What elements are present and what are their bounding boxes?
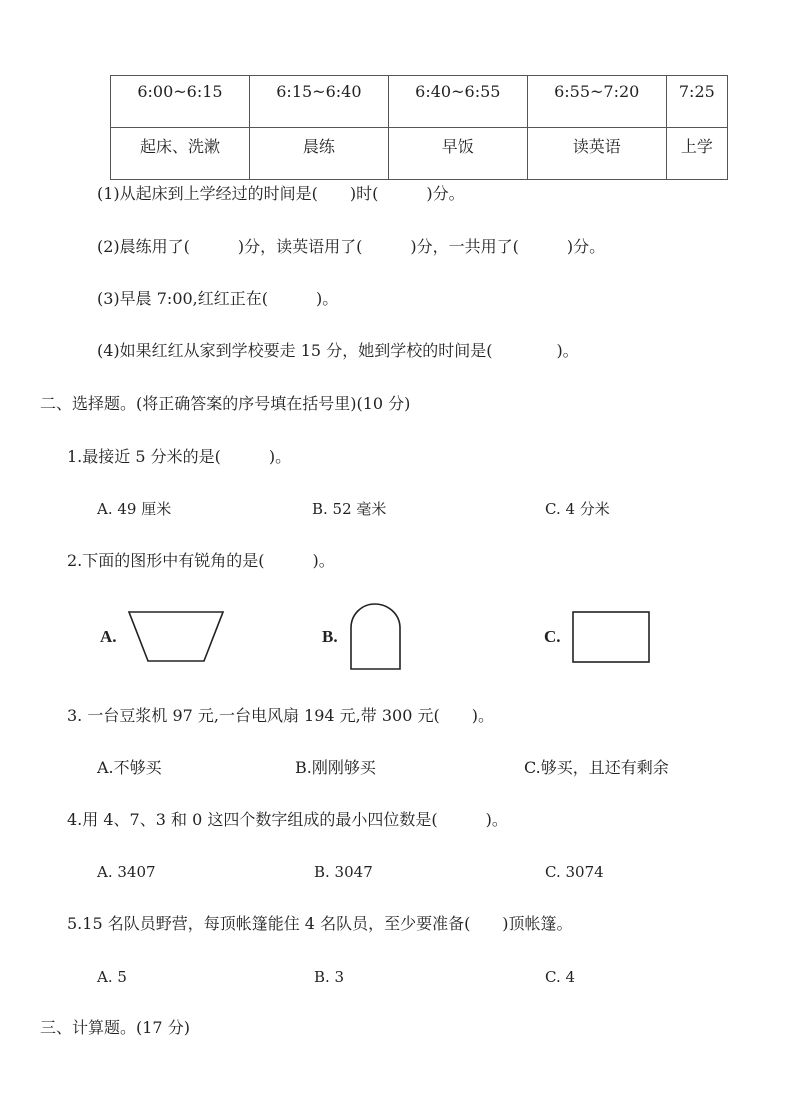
schedule-time-cell: 6:55~7:20 bbox=[527, 76, 666, 128]
schedule-time-row bbox=[111, 76, 728, 128]
choice-option-c: C.够买，且还有剩余 bbox=[524, 758, 669, 777]
choice-option-a: A. 5 bbox=[97, 968, 127, 986]
shape-label-b: B. bbox=[322, 627, 338, 646]
schedule-activity-cell: 早饭 bbox=[388, 128, 527, 180]
trapezoid-shape bbox=[125, 608, 229, 666]
schedule-activity-cell: 上学 bbox=[666, 128, 727, 180]
question-1-2: (2)晨练用了( )分，读英语用了( )分，一共用了( )分。 bbox=[97, 237, 606, 256]
choice-question-3: 3. 一台豆浆机 97 元,一台电风扇 194 元,带 300 元( )。 bbox=[67, 706, 494, 725]
schedule-time-cell: 6:15~6:40 bbox=[249, 76, 388, 128]
schedule-time-cell: 7:25 bbox=[666, 76, 727, 128]
choice-option-b: B. 3047 bbox=[314, 863, 373, 881]
section-2-title: 二、选择题。(将正确答案的序号填在括号里)(10 分) bbox=[40, 394, 411, 413]
question-1-1: (1)从起床到上学经过的时间是( )时( )分。 bbox=[97, 184, 465, 203]
choice-option-c: C. 4 bbox=[545, 968, 576, 986]
schedule-time-cell: 6:00~6:15 bbox=[111, 76, 250, 128]
question-1-4: (4)如果红红从家到学校要走 15 分，她到学校的时间是( )。 bbox=[97, 341, 579, 360]
choice-option-c: C. 3074 bbox=[545, 863, 604, 881]
choice-option-a: A. 49 厘米 bbox=[97, 500, 172, 518]
schedule-activity-cell: 读英语 bbox=[527, 128, 666, 180]
choice-option-c: C. 4 分米 bbox=[545, 500, 610, 518]
schedule-activity-cell: 晨练 bbox=[249, 128, 388, 180]
arched-shape bbox=[346, 600, 406, 672]
choice-option-a: A. 3407 bbox=[97, 863, 156, 881]
shape-label-c: C. bbox=[544, 627, 561, 646]
choice-option-b: B.刚刚够买 bbox=[295, 758, 376, 777]
question-1-3: (3)早晨 7:00,红红正在( )。 bbox=[97, 289, 339, 308]
section-3-title: 三、计算题。(17 分) bbox=[40, 1018, 190, 1037]
schedule-activity-cell: 起床、洗漱 bbox=[111, 128, 250, 180]
choice-question-2: 2.下面的图形中有锐角的是( )。 bbox=[67, 551, 335, 570]
choice-option-b: B. 3 bbox=[314, 968, 345, 986]
choice-option-a: A.不够买 bbox=[97, 758, 162, 777]
shape-label-a: A. bbox=[100, 627, 117, 646]
choice-question-4: 4.用 4、7、3 和 0 这四个数字组成的最小四位数是( )。 bbox=[67, 810, 508, 829]
choice-option-b: B. 52 毫米 bbox=[312, 500, 387, 518]
choice-question-5: 5.15 名队员野营，每顶帐篷能住 4 名队员，至少要准备( )顶帐篷。 bbox=[67, 914, 573, 933]
choice-question-1: 1.最接近 5 分米的是( )。 bbox=[67, 447, 292, 466]
schedule-table bbox=[110, 75, 728, 180]
schedule-activity-row bbox=[111, 128, 728, 180]
rectangle-shape bbox=[569, 609, 653, 665]
schedule-time-cell: 6:40~6:55 bbox=[388, 76, 527, 128]
